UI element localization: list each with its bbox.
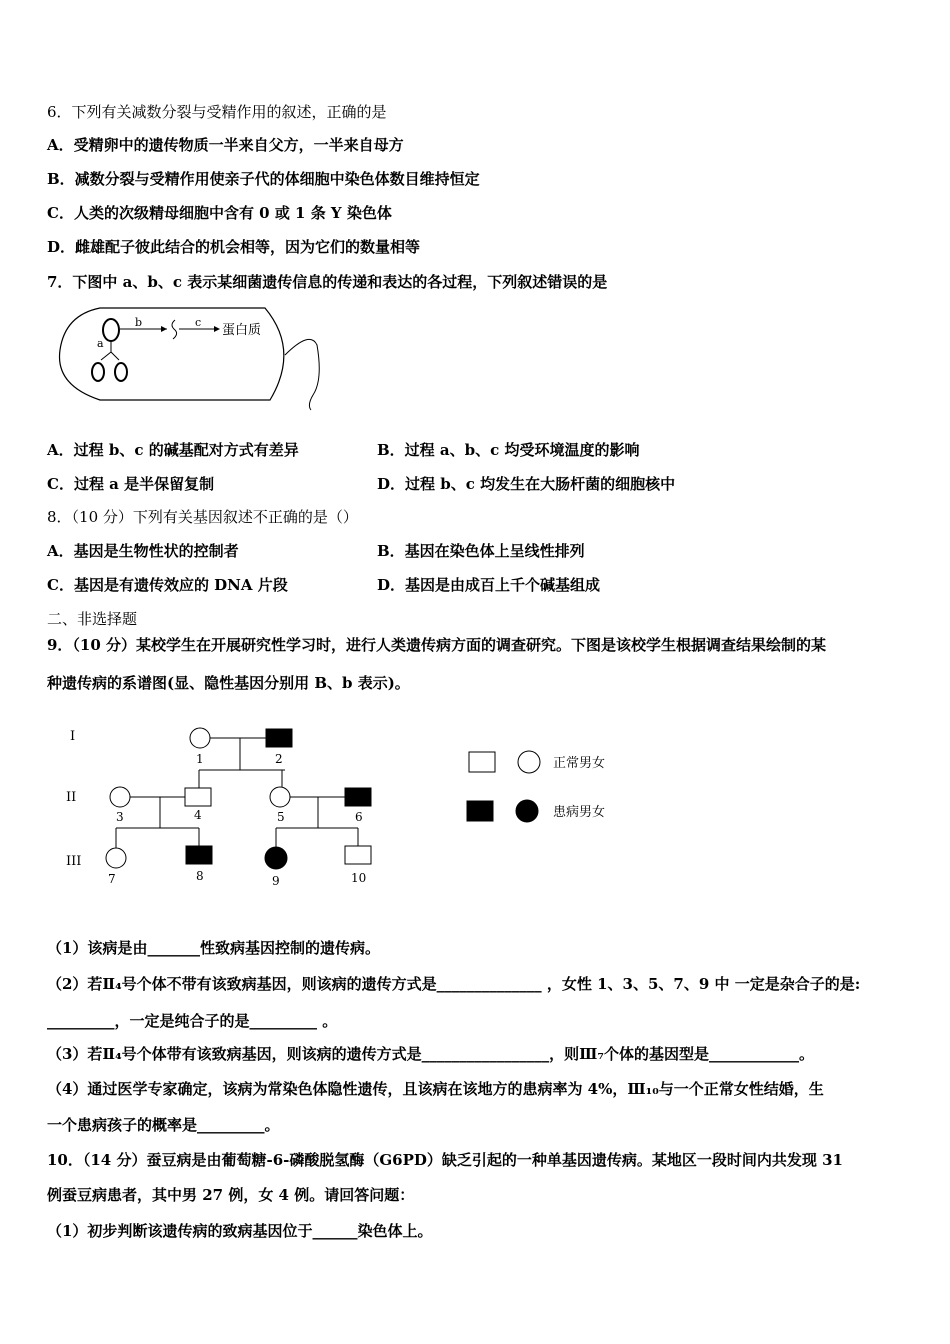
id-9: 9 — [272, 874, 280, 888]
q6-option-d: D．雌雄配子彼此结合的机会相等，因为它们的数量相等 — [47, 238, 421, 256]
label-protein: 蛋白质 — [222, 323, 262, 338]
legend-affected: 患病男女 — [553, 805, 606, 820]
q6-stem: 6．下列有关减数分裂与受精作用的叙述，正确的是 — [47, 103, 387, 121]
pedigree-chart — [0, 710, 700, 900]
q9-stem-2: 种遗传病的系谱图(显、隐性基因分别用 B、b 表示)。 — [47, 674, 410, 692]
q8-option-c: C．基因是有遗传效应的 DNA 片段 — [47, 576, 288, 594]
q6-option-c: C．人类的次级精母细胞中含有 0 或 1 条 Y 染色体 — [47, 204, 392, 222]
id-2: 2 — [275, 752, 283, 766]
q9-part-4b: 一个患病孩子的概率是_________。 — [47, 1116, 280, 1134]
gen-label-2: II — [66, 790, 77, 805]
id-6: 6 — [355, 810, 363, 824]
id-7: 7 — [108, 872, 116, 886]
q9-part-3: （3）若Ⅱ₄号个体带有该致病基因，则该病的遗传方式是_________________，则Ⅲ₇个体的基因型是____________。 — [47, 1045, 814, 1063]
id-10: 10 — [351, 871, 367, 885]
q9-part-4a: （4）通过医学专家确定，该病为常染色体隐性遗传，且该病在该地方的患病率为 4%，Ⅲ₁₀与一个正常女性结婚，生 — [47, 1080, 824, 1098]
legend-normal: 正常男女 — [553, 756, 606, 771]
q8-option-b: B．基因在染色体上呈线性排列 — [377, 542, 585, 560]
q8-option-a: A．基因是生物性状的控制者 — [47, 542, 239, 560]
bacteria-diagram — [55, 300, 335, 415]
id-4: 4 — [194, 808, 202, 822]
label-a: a — [97, 337, 104, 350]
q6-option-a: A．受精卵中的遗传物质一半来自父方，一半来自母方 — [47, 136, 404, 154]
q7-option-c: C．过程 a 是半保留复制 — [47, 475, 215, 493]
q7-option-a: A．过程 b、c 的碱基配对方式有差异 — [47, 441, 299, 459]
q9-part-2b: _________，一定是纯合子的是_________ 。 — [47, 1012, 338, 1030]
q6-option-b: B．减数分裂与受精作用使亲子代的体细胞中染色体数目维持恒定 — [47, 170, 480, 188]
q10-part-1: （1）初步判断该遗传病的致病基因位于______染色体上。 — [47, 1222, 433, 1240]
q7-stem: 7．下图中 a、b、c 表示某细菌遗传信息的传递和表达的各过程，下列叙述错误的是 — [47, 273, 608, 291]
q7-option-d: D．过程 b、c 均发生在大肠杆菌的细胞核中 — [377, 475, 676, 493]
q8-option-d: D．基因是由成百上千个碱基组成 — [377, 576, 601, 594]
id-8: 8 — [196, 869, 204, 883]
label-c: c — [195, 316, 202, 329]
q8-stem: 8．（10 分）下列有关基因叙述不正确的是（） — [47, 508, 358, 526]
gen-label-3: III — [66, 854, 82, 869]
q7-option-b: B．过程 a、b、c 均受环境温度的影响 — [377, 441, 640, 459]
gen-label-1: I — [70, 729, 76, 744]
q9-stem-1: 9．（10 分）某校学生在开展研究性学习时，进行人类遗传病方面的调查研究。下图是该校学生根据调查结果绘制的某 — [47, 636, 827, 654]
id-3: 3 — [116, 810, 124, 824]
section-heading: 二、非选择题 — [47, 610, 138, 628]
id-5: 5 — [277, 810, 285, 824]
q10-stem-1: 10．（14 分）蚕豆病是由葡萄糖-6-磷酸脱氢酶（G6PD）缺乏引起的一种单基因遗传病。某地区一段时间内共发现 31 — [47, 1151, 843, 1169]
id-1: 1 — [196, 752, 204, 766]
q9-part-2a: （2）若Ⅱ₄号个体不带有该致病基因，则该病的遗传方式是______________ ，女性 1、3、5、7、9 中 一定是杂合子的是: — [47, 975, 861, 993]
q10-stem-2: 例蚕豆病患者，其中男 27 例，女 4 例。请回答问题： — [47, 1186, 415, 1204]
label-b: b — [135, 316, 143, 329]
q9-part-1: （1）该病是由_______性致病基因控制的遗传病。 — [47, 939, 380, 957]
